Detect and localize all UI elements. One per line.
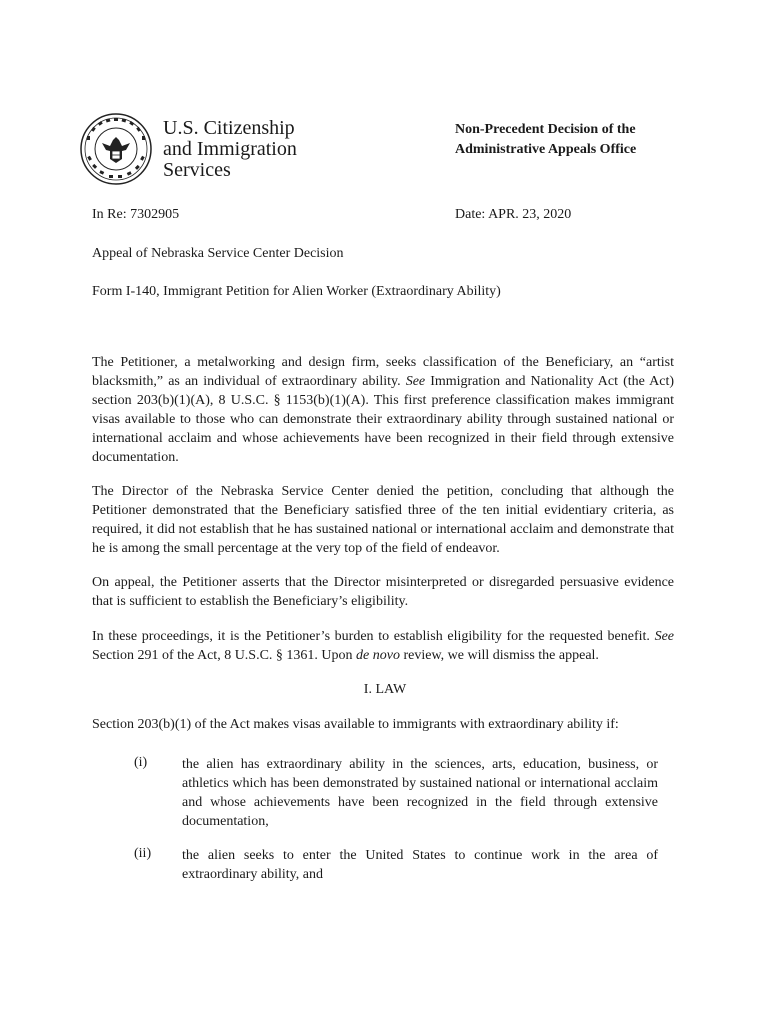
agency-line-2: and Immigration xyxy=(163,138,297,160)
decision-title-line-2: Administrative Appeals Office xyxy=(455,142,637,157)
paragraph-intro-text-a: The Petitioner, a metalworking and design firm, seeks classification of the Beneficiary, an “artist blacksmith,” as an individual of extraordinary ability. xyxy=(92,355,674,389)
form-line: Form I-140, Immigrant Petition for Alien Worker (Extraordinary Ability) xyxy=(92,284,501,299)
date-label: Date: xyxy=(455,207,486,222)
agency-line-1: U.S. Citizenship xyxy=(163,117,295,139)
dhs-seal-icon xyxy=(80,113,152,185)
agency-name xyxy=(163,118,297,181)
paragraph-appeal: On appeal, the Petitioner asserts that the Director misinterpreted or disregarded persuasive evidence that is sufficient to establish the Beneficiary’s eligibility. xyxy=(92,575,674,609)
section-heading-law: I. LAW xyxy=(363,682,407,697)
citation-see-2: See xyxy=(654,629,674,644)
in-re-value: 7302905 xyxy=(130,207,180,222)
decision-title-line-1: Non-Precedent Decision of the xyxy=(455,122,636,137)
decision-date xyxy=(455,207,571,223)
appeal-line: Appeal of Nebraska Service Center Decision xyxy=(92,246,344,261)
in-re-label: In Re: xyxy=(92,207,127,222)
in-re xyxy=(92,207,179,223)
list-item-text: the alien seeks to enter the United States to continue work in the area of extraordinary ability, and xyxy=(182,848,658,882)
paragraph-burden-text-c: review, we will dismiss the appeal. xyxy=(399,648,599,663)
section-intro: Section 203(b)(1) of the Act makes visas available to immigrants with extraordinary ability if: xyxy=(92,717,619,732)
citation-see: See xyxy=(405,374,426,389)
decision-title xyxy=(455,120,636,160)
agency-line-3: Services xyxy=(163,159,231,181)
paragraph-intro xyxy=(92,353,674,467)
paragraph-burden-text-a: In these proceedings, it is the Petitioner’s burden to establish eligibility for the requested benefit. xyxy=(92,629,655,644)
list-item-number: (i) xyxy=(134,755,148,770)
date-value: APR. 23, 2020 xyxy=(488,207,572,222)
paragraph-burden-text-b: Section 291 of the Act, 8 U.S.C. § 1361. Upon xyxy=(92,648,357,663)
paragraph-intro-text-b: Immigration and Nationality Act (the Act) section 203(b)(1)(A), 8 U.S.C. § 1153(b)(1)(A). This first preference classification makes immigrant visas available to those who can demonstrate their extraordinary ability through sustained national or international acclaim and whose achievements have been recognized in their field through extensive documentation. xyxy=(92,374,675,465)
paragraph-burden xyxy=(92,627,674,665)
list-item-text: the alien has extraordinary ability in the sciences, arts, education, business, or athletics which has been demonstrated by sustained national or international acclaim and whose achievements have been recognized in the field through extensive documentation, xyxy=(182,757,658,829)
list-item-number: (ii) xyxy=(134,846,152,861)
paragraph-director: The Director of the Nebraska Service Center denied the petition, concluding that although the Petitioner demonstrated that the Beneficiary satisfied three of the ten initial evidentiary criteria, as required, it did not establish that he has sustained national or international acclaim and demonstrate that he is among the small percentage at the very top of the field of endeavor. xyxy=(92,484,674,556)
de-novo-term: de novo xyxy=(356,648,400,663)
